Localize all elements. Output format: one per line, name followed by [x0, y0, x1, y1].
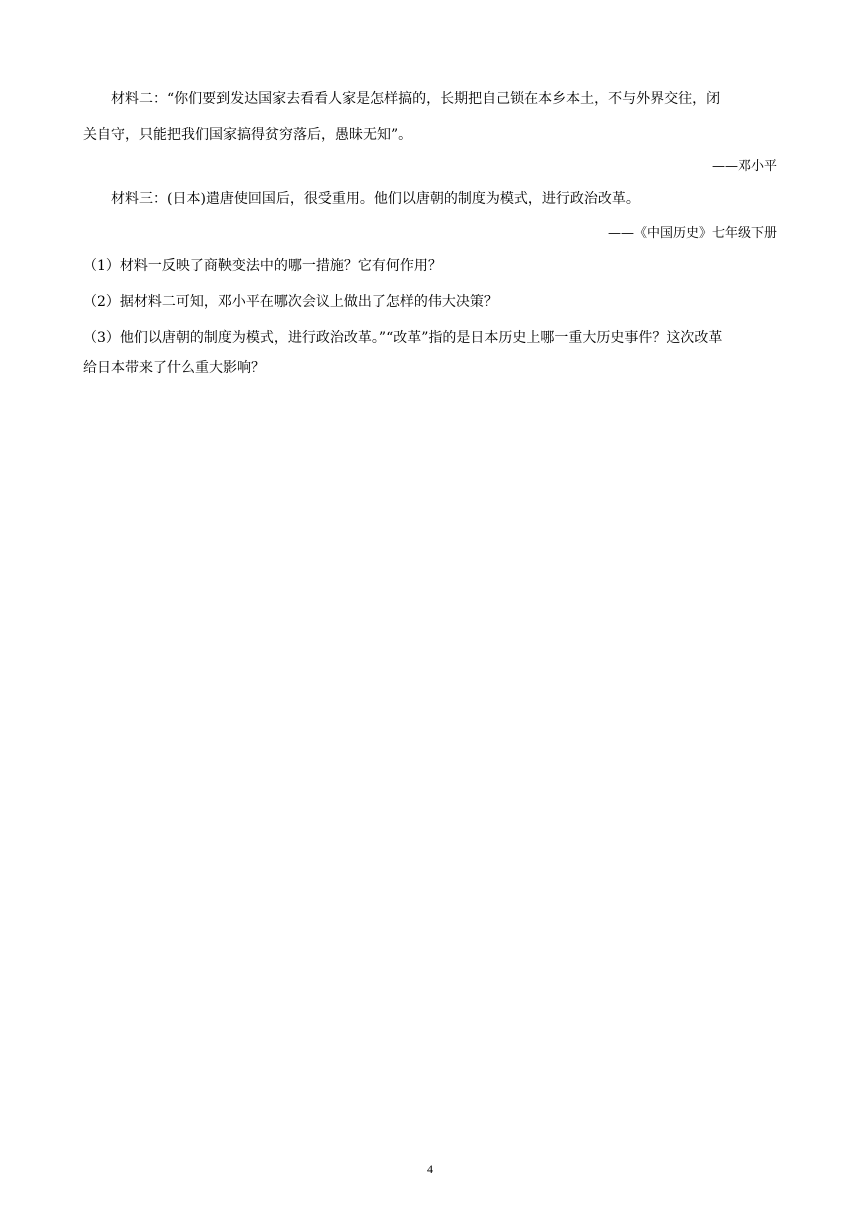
material-three-source: ——《中国历史》七年级下册 — [607, 226, 777, 241]
question-2: （2）据材料二可知，邓小平在哪次会议上做出了怎样的伟大决策？ — [83, 294, 498, 310]
question-3-line-2: 给日本带来了什么重大影响？ — [83, 360, 265, 376]
material-three-line-1: 材料三：(日本)遣唐使回国后，很受重用。他们以唐朝的制度为模式，进行政治改革。 — [111, 191, 640, 207]
material-two-line-1: 材料二：“你们要到发达国家去看看人家是怎样搞的，长期把自己锁在本乡本土，不与外界交往，闭 — [111, 91, 721, 107]
material-two-source: ——邓小平 — [711, 159, 777, 174]
material-two-line-2: 关自守，只能把我们国家搞得贫穷落后，愚昧无知”。 — [83, 127, 413, 143]
question-3-line-1: （3）他们以唐朝的制度为模式，进行政治改革。”“改革”指的是日本历史上哪一重大历史事件？这次改革 — [83, 330, 723, 346]
question-1: （1）材料一反映了商鞅变法中的哪一措施？它有何作用？ — [83, 258, 442, 274]
page-number: 4 — [427, 1162, 433, 1176]
